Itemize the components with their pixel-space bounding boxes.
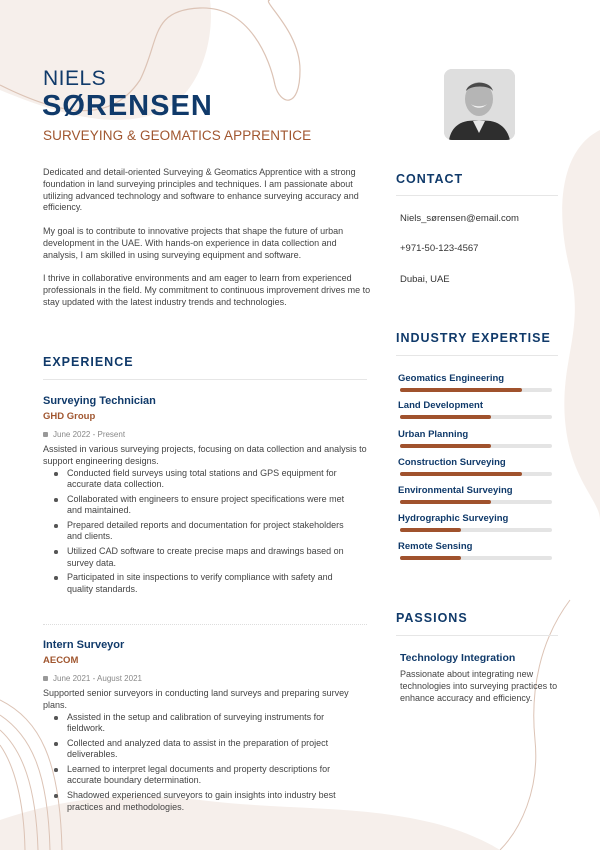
job-company: GHD Group — [43, 411, 96, 422]
bullet-icon — [54, 550, 58, 554]
contact-location: Dubai, UAE — [400, 274, 450, 285]
passion-description: Passionate about integrating new technologies into surveying practices to enhance accuracy and efficiency. — [400, 669, 558, 703]
skill-label: Remote Sensing — [398, 541, 473, 552]
bullet-icon — [54, 472, 58, 476]
skill-item — [398, 485, 553, 504]
divider — [396, 635, 558, 636]
skill-label: Urban Planning — [398, 429, 469, 440]
skill-bar — [400, 388, 552, 392]
job-bullets — [54, 712, 373, 813]
job-date — [43, 674, 373, 683]
profile-photo — [444, 69, 515, 140]
expertise-heading: INDUSTRY EXPERTISE — [396, 331, 551, 345]
job-description: Supported senior surveyors in conducting land surveys and preparing survey plans. — [43, 688, 349, 710]
divider — [396, 195, 558, 196]
list-item — [54, 494, 354, 517]
bullet-icon — [54, 742, 58, 746]
list-item — [54, 468, 354, 491]
skill-item — [398, 541, 553, 560]
job-date-text: June 2022 - Present — [53, 430, 126, 439]
list-item — [54, 790, 354, 813]
divider — [396, 355, 558, 356]
skill-label: Hydrographic Surveying — [398, 513, 509, 524]
skill-bar-fill — [400, 444, 491, 448]
list-item — [54, 738, 354, 761]
job-role: Surveying Technician — [43, 395, 156, 407]
bullet-icon — [54, 498, 58, 502]
calendar-icon — [43, 432, 48, 437]
skill-bar — [400, 556, 552, 560]
bullet-icon — [54, 576, 58, 580]
bullet-text: Assisted in the setup and calibration of surveying instruments for fieldwork. — [67, 712, 325, 734]
bullet-icon — [54, 794, 58, 798]
bullet-text: Shadowed experienced surveyors to gain insights into industry best practices and methodologies. — [67, 790, 336, 812]
bullet-text: Participated in site inspections to verify compliance with safety and quality standards. — [67, 572, 333, 594]
job-role: Intern Surveyor — [43, 639, 125, 651]
last-name: SØRENSEN — [42, 90, 213, 122]
skill-label: Environmental Surveying — [398, 485, 513, 496]
skill-bar — [400, 528, 552, 532]
person-photo-icon — [444, 69, 515, 140]
skill-bar-fill — [400, 556, 461, 560]
summary — [43, 167, 373, 320]
job-bullets — [54, 468, 373, 595]
summary-paragraph: Dedicated and detail-oriented Surveying & Geomatics Apprentice with a strong foundation in land surveying principles and techniques. I am passionate about utilizing advanced technology and software to enhance surveying accuracy and efficiency. — [43, 167, 359, 213]
bullet-text: Learned to interpret legal documents and property descriptions for accurate boundary determination. — [67, 764, 331, 786]
skill-bar-fill — [400, 388, 522, 392]
passions-heading: PASSIONS — [396, 611, 468, 625]
job-entry — [43, 395, 373, 598]
skill-label: Construction Surveying — [398, 457, 506, 468]
skill-item — [398, 457, 553, 476]
job-company: AECOM — [43, 655, 79, 666]
skill-item — [398, 513, 553, 532]
skill-bar-fill — [400, 528, 461, 532]
skill-bar-fill — [400, 415, 491, 419]
skill-item — [398, 429, 553, 448]
bullet-text: Prepared detailed reports and documentation for project stakeholders and clients. — [67, 520, 344, 542]
bullet-text: Collaborated with engineers to ensure project specifications were met and maintained. — [67, 494, 345, 516]
bullet-icon — [54, 716, 58, 720]
skill-label: Land Development — [398, 400, 483, 411]
skill-bar — [400, 500, 552, 504]
bullet-text: Conducted field surveys using total stations and GPS equipment for accurate data collection. — [67, 468, 337, 490]
experience-heading: EXPERIENCE — [43, 355, 134, 369]
list-item — [54, 546, 354, 569]
job-date-text: June 2021 - August 2021 — [53, 674, 142, 683]
list-item — [54, 764, 354, 787]
job-entry — [43, 639, 373, 816]
skill-item — [398, 400, 553, 419]
job-date — [43, 430, 373, 439]
contact-phone[interactable]: +971-50-123-4567 — [400, 243, 479, 254]
divider — [43, 379, 367, 380]
job-title: SURVEYING & GEOMATICS APPRENTICE — [43, 128, 312, 143]
list-item — [54, 520, 354, 543]
skill-bar — [400, 415, 552, 419]
divider — [43, 624, 367, 625]
bullet-icon — [54, 768, 58, 772]
bullet-text: Collected and analyzed data to assist in the preparation of project deliverables. — [67, 738, 329, 760]
bullet-icon — [54, 524, 58, 528]
skill-item — [398, 373, 553, 392]
skill-bar — [400, 472, 552, 476]
first-name: NIELS — [43, 67, 107, 90]
bullet-text: Utilized CAD software to create precise maps and drawings based on survey data. — [67, 546, 344, 568]
passion-title: Technology Integration — [400, 652, 516, 664]
summary-paragraph: I thrive in collaborative environments and am eager to learn from experienced professionals in the field. My commitment to continuous improvement drives me to stay updated with the latest industry trends and technologies. — [43, 273, 371, 307]
job-description: Assisted in various surveying projects, focusing on data collection and analysis to support engineering designs. — [43, 444, 367, 466]
summary-paragraph: My goal is to contribute to innovative projects that shape the future of urban development in the UAE. With hands-on experience in data collection and analysis, I am skilled in using surveying equipment and software. — [43, 225, 344, 260]
skill-bar — [400, 444, 552, 448]
calendar-icon — [43, 676, 48, 681]
skill-label: Geomatics Engineering — [398, 373, 505, 384]
list-item — [54, 572, 354, 595]
contact-email[interactable]: Niels_sørensen@email.com — [400, 213, 519, 224]
contact-heading: CONTACT — [396, 172, 464, 186]
skill-bar-fill — [400, 500, 491, 504]
list-item — [54, 712, 354, 735]
skill-bar-fill — [400, 472, 522, 476]
